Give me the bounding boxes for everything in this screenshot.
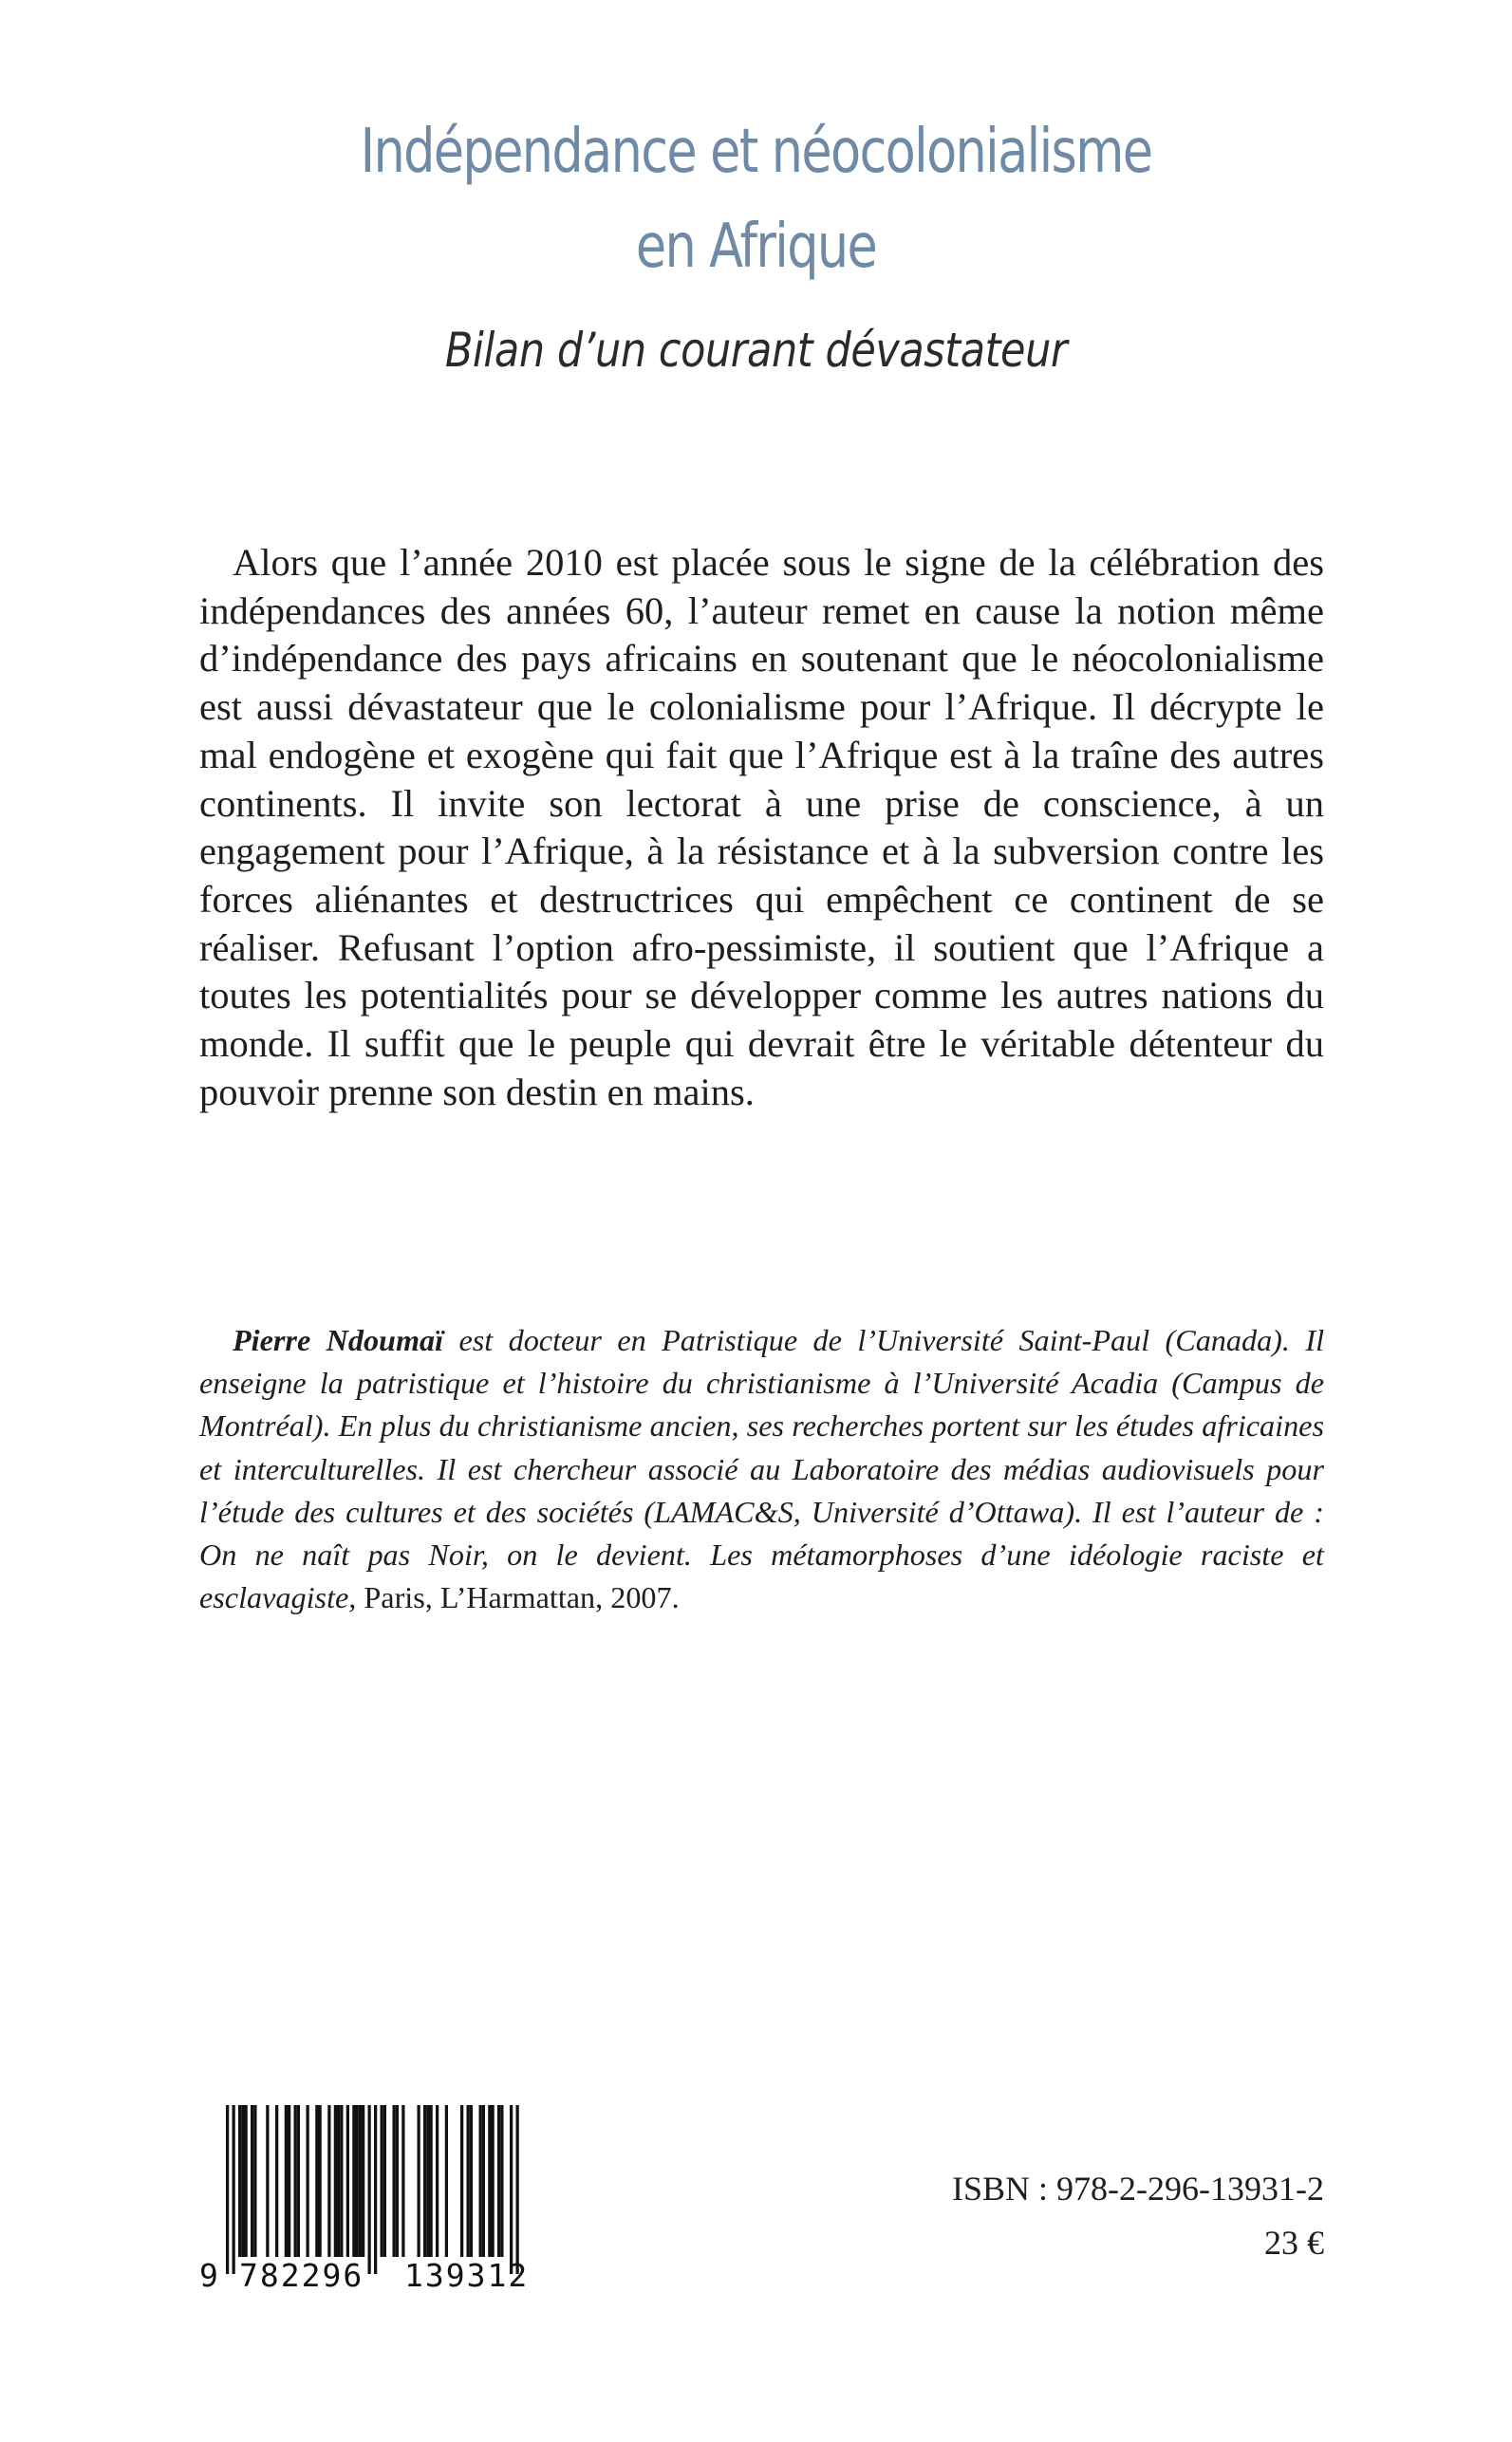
barcode-bar bbox=[492, 2105, 495, 2257]
barcode-bar bbox=[396, 2105, 399, 2257]
barcode-bar bbox=[436, 2105, 439, 2257]
barcode-bar bbox=[401, 2105, 404, 2257]
barcode-bar bbox=[334, 2105, 337, 2257]
barcode-bar bbox=[238, 2105, 241, 2257]
barcode-bar bbox=[359, 2105, 362, 2257]
book-title bbox=[136, 104, 1375, 294]
barcode-bar bbox=[307, 2105, 309, 2257]
book-subtitle: Bilan d’un courant dévastateur bbox=[444, 323, 1068, 378]
barcode-bar bbox=[516, 2105, 519, 2274]
isbn-number: ISBN : 978-2-296-13931-2 bbox=[952, 2170, 1324, 2208]
barcode-bar bbox=[426, 2105, 429, 2257]
barcode-bar bbox=[327, 2105, 330, 2257]
barcode-bar bbox=[346, 2105, 349, 2257]
author-name: Pierre Ndoumaï bbox=[233, 1323, 444, 1357]
barcode-bar bbox=[315, 2105, 318, 2257]
barcode-bar bbox=[467, 2105, 470, 2257]
barcode-bar bbox=[245, 2105, 248, 2257]
barcode-bar bbox=[352, 2105, 355, 2257]
isbn-barcode bbox=[199, 2105, 551, 2294]
barcode-digits-right: 139312 bbox=[404, 2257, 530, 2294]
barcode-bar bbox=[482, 2105, 485, 2257]
author-bio-publisher: Paris, L’Harmattan, 2007. bbox=[356, 1580, 680, 1615]
barcode-bar bbox=[337, 2105, 340, 2257]
barcode-bar bbox=[362, 2105, 364, 2257]
book-summary: Alors que l’année 2010 est placée sous le signe de la célébration des indépendances des années 60, l’auteur remet en cause la notion même d’indépendance des pays africains en soutenant que le néocolonialisme est aussi dévastateur que le colonialisme pour l’Afrique. Il décrypte le mal endogène et exogène qui fait que l’Afrique est à la traîne des autres continents. Il invite son lectorat à une prise de conscience, à un engagement pour l’Afrique, à la résistance et à la subversion contre les forces aliénantes et destructrices qui empêchent ce continent de se réaliser. Refusant l’option afro-pessimiste, il soutient que l’Afrique a toutes les potentialités pour se développer comme les autres nations du monde. Il suffit que le peuple qui devrait être le véritable détenteur du pouvoir prenne son destin en mains. bbox=[199, 541, 1324, 1113]
barcode-bar bbox=[266, 2105, 269, 2257]
book-price: 23 € bbox=[1264, 2224, 1324, 2262]
author-bio-text: est docteur en Patristique de l’Université Saint-Paul (Canada). Il enseigne la patristique et l’histoire du christianisme à l’Université Acadia (Campus de Montréal). En plus du christianisme ancien, ses recherches portent sur les études africaines et interculturelles. Il est chercheur associé au Laboratoire des médias audiovisuels pour l’étude des cultures et des sociétés (LAMAC&S, Université d’Ottawa). Il est l’auteur de : On ne naît pas Noir, on le devient. Les métamorphoses d’une idéologie raciste et esclavagiste, bbox=[199, 1323, 1325, 1615]
barcode-digits-left: 782296 bbox=[239, 2257, 364, 2294]
barcode-bar bbox=[470, 2105, 473, 2257]
barcode-bar bbox=[356, 2105, 359, 2257]
barcode-bar bbox=[423, 2105, 426, 2257]
barcode-bar bbox=[241, 2105, 244, 2257]
barcode-bar bbox=[251, 2105, 253, 2257]
barcode-digits bbox=[199, 2257, 551, 2442]
barcode-bar bbox=[510, 2105, 513, 2274]
book-title-line-1: Indépendance et néocolonialisme bbox=[360, 117, 1152, 187]
barcode-bar bbox=[294, 2105, 297, 2257]
barcode-bar bbox=[319, 2105, 322, 2257]
barcode-bar bbox=[226, 2105, 229, 2274]
barcode-bar bbox=[383, 2105, 386, 2257]
barcode-bar bbox=[381, 2105, 383, 2257]
barcode-digit-first: 9 bbox=[199, 2257, 218, 2294]
barcode-bar bbox=[374, 2105, 377, 2274]
barcode-bar bbox=[297, 2105, 300, 2257]
barcode-bar bbox=[488, 2105, 491, 2257]
book-title-line-2: en Afrique bbox=[635, 212, 877, 282]
barcode-bar bbox=[253, 2105, 256, 2257]
barcode-bar bbox=[497, 2105, 500, 2257]
barcode-bar bbox=[285, 2105, 288, 2257]
barcode-bar bbox=[275, 2105, 278, 2257]
barcode-bar bbox=[340, 2105, 343, 2257]
barcode-bar bbox=[288, 2105, 290, 2257]
barcode-bar bbox=[418, 2105, 420, 2257]
barcode-bar bbox=[233, 2105, 235, 2274]
barcode-bar bbox=[393, 2105, 396, 2257]
barcode-bar bbox=[460, 2105, 463, 2257]
barcode-bar bbox=[479, 2105, 482, 2257]
barcode-bar bbox=[500, 2105, 503, 2257]
barcode-bar bbox=[445, 2105, 448, 2257]
author-bio bbox=[199, 1319, 1324, 1619]
barcode-bar bbox=[430, 2105, 433, 2257]
barcode-bar bbox=[368, 2105, 371, 2274]
